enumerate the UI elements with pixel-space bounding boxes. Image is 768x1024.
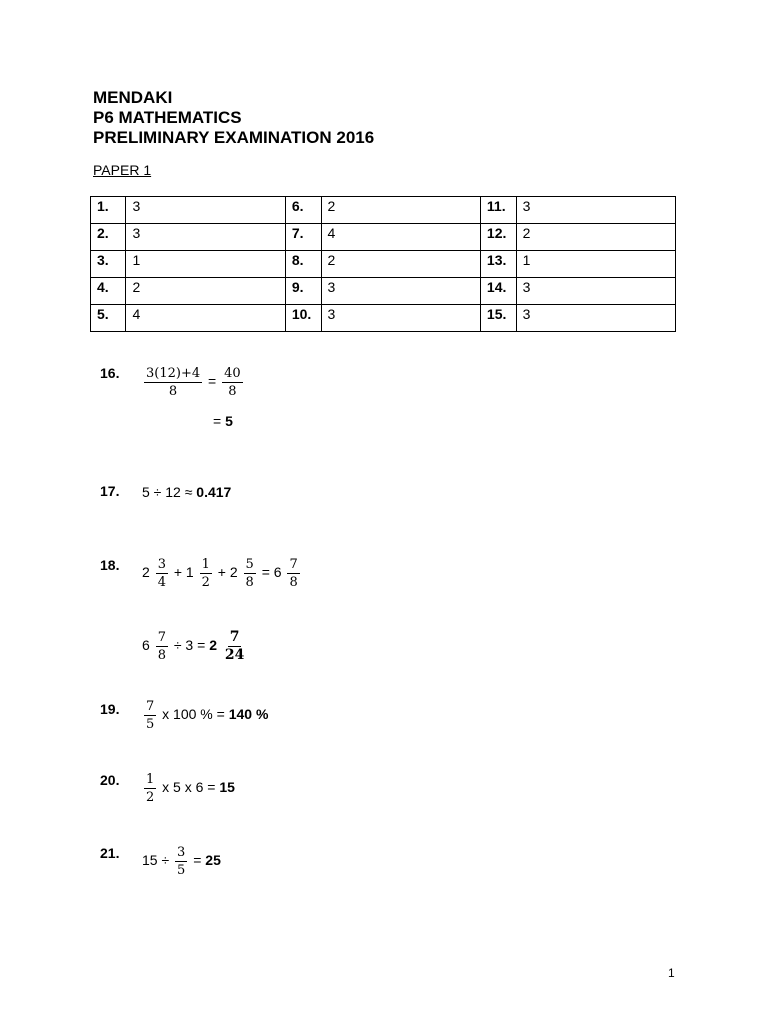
answer-cell: 1 <box>126 251 285 278</box>
question-16-answer: = 5 <box>213 413 233 429</box>
question-number-cell: 2. <box>91 224 126 251</box>
answer-cell: 1 <box>516 251 675 278</box>
answer-cell: 2 <box>126 278 285 305</box>
fraction: $\frac{40}{8}$ <box>224 366 241 399</box>
table-row <box>91 278 676 305</box>
answer-cell: 2 <box>321 197 480 224</box>
question-17-label: 17. <box>100 483 120 499</box>
subject-title: P6 MATHEMATICS <box>93 108 242 127</box>
fraction: $\frac{7}{8}$ <box>289 557 298 590</box>
school-name: MENDAKI <box>93 88 173 107</box>
answer-fraction: $\frac{7}{24}$ <box>224 629 245 663</box>
answer-cell: 3 <box>321 305 480 332</box>
answer-cell: 3 <box>516 197 675 224</box>
question-18-working: 2 $\frac{3}{4}$ + 1 $\frac{1}{2}$ + 2 $\frac{5}{8}$ = 6 $\frac{7}{8}$ <box>142 557 298 590</box>
question-19-label: 19. <box>100 701 120 717</box>
answer-cell: 3 <box>126 197 285 224</box>
question-number-cell: 12. <box>480 224 516 251</box>
question-17-working: 5 ÷ 12 ≈ 0.417 <box>142 484 232 500</box>
table-row <box>91 251 676 278</box>
question-21-working: 15 ÷ $\frac{3}{5}$ = 25 <box>142 845 221 878</box>
answer-cell: 2 <box>516 224 675 251</box>
answer-cell: 3 <box>321 278 480 305</box>
fraction: $\frac{7}{5}$ <box>146 699 155 732</box>
question-number-cell: 9. <box>285 278 321 305</box>
question-21-label: 21. <box>100 845 120 861</box>
answer-cell: 2 <box>321 251 480 278</box>
question-18-answer: 6 $\frac{7}{8}$ ÷ 3 = 2 $\frac{7}{24}$ <box>142 629 245 663</box>
question-number-cell: 4. <box>91 278 126 305</box>
question-20-working: $\frac{1}{2}$ x 5 x 6 = 15 <box>146 772 235 805</box>
answers-table <box>90 196 676 332</box>
paper-label: PAPER 1 <box>93 162 152 178</box>
question-number-cell: 3. <box>91 251 126 278</box>
question-16-working: $\frac{3(12)+4}{8}$ = $\frac{40}{8}$ <box>146 366 241 399</box>
exam-title: PRELIMINARY EXAMINATION 2016 <box>93 128 375 147</box>
question-number-cell: 11. <box>480 197 516 224</box>
question-number-cell: 1. <box>91 197 126 224</box>
fraction: $\frac{5}{8}$ <box>245 557 254 590</box>
question-number-cell: 15. <box>480 305 516 332</box>
fraction: $\frac{1}{2}$ <box>201 557 210 590</box>
fraction: $\frac{7}{8}$ <box>157 630 166 663</box>
answer-cell: 4 <box>321 224 480 251</box>
question-number-cell: 13. <box>480 251 516 278</box>
answer-cell: 3 <box>126 224 285 251</box>
table-row <box>91 224 676 251</box>
question-number-cell: 10. <box>285 305 321 332</box>
answer-cell: 3 <box>516 278 675 305</box>
question-16-label: 16. <box>100 365 120 381</box>
answer-cell: 3 <box>516 305 675 332</box>
question-18-label: 18. <box>100 557 120 573</box>
fraction: $\frac{1}{2}$ <box>146 772 155 805</box>
table-row <box>91 197 676 224</box>
fraction: $\frac{3}{4}$ <box>157 557 166 590</box>
answer-cell: 4 <box>126 305 285 332</box>
question-number-cell: 5. <box>91 305 126 332</box>
table-row <box>91 305 676 332</box>
question-19-working: $\frac{7}{5}$ x 100 % = 140 % <box>146 699 269 732</box>
fraction: $\frac{3(12)+4}{8}$ <box>146 366 201 399</box>
question-20-label: 20. <box>100 772 120 788</box>
question-number-cell: 8. <box>285 251 321 278</box>
fraction: $\frac{3}{5}$ <box>177 845 186 878</box>
question-number-cell: 7. <box>285 224 321 251</box>
question-number-cell: 6. <box>285 197 321 224</box>
page-number: 1 <box>668 966 675 980</box>
question-number-cell: 14. <box>480 278 516 305</box>
